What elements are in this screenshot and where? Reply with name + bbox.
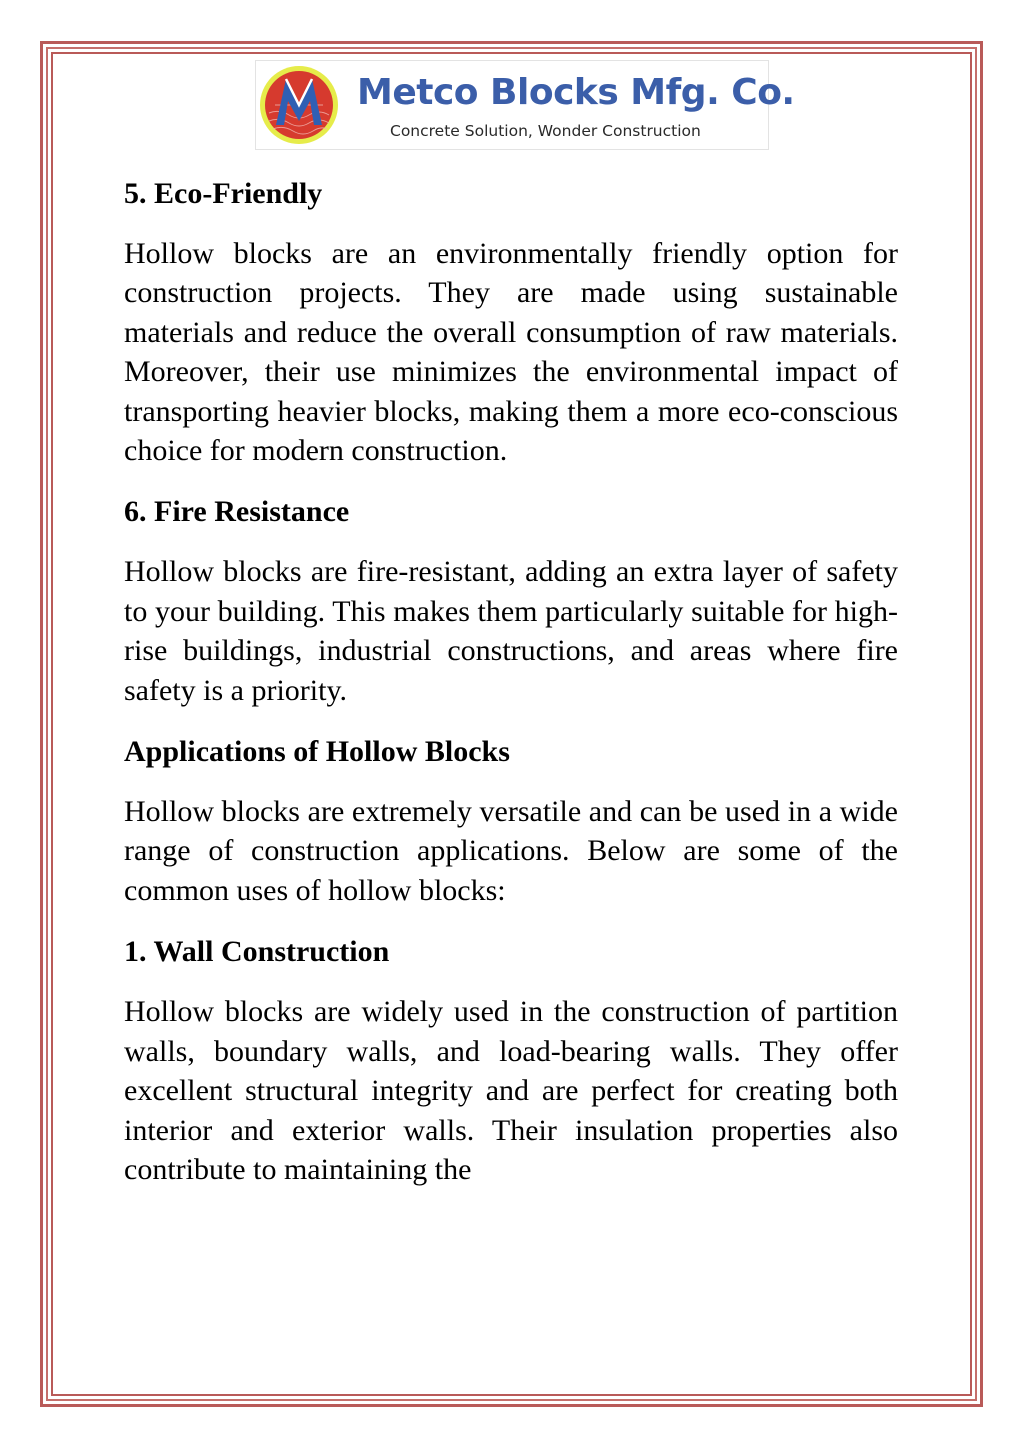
section-heading-wall-construction: 1. Wall Construction [124, 935, 390, 969]
section-paragraph-wall-construction: Hollow blocks are widely used in the construction of partition walls, boundary walls, and load-bearing walls. They offer excellent structural integrity and are perfect for creating both interior and exterior walls. Their insulation properties also contribute to maintaining the [124, 995, 898, 1186]
company-tagline: Concrete Solution, Wonder Construction [390, 122, 701, 140]
section-heading-applications: Applications of Hollow Blocks [124, 735, 510, 769]
metco-logo-icon [259, 65, 339, 145]
section-paragraph-eco-friendly: Hollow blocks are an environmentally friendly option for construction projects. They are made using sustainable materials and reduce the overall consumption of raw materials. Moreover, their use minimizes the environmental impact of transporting heavier blocks, making them a more eco-conscious choice for modern construction. [124, 237, 898, 468]
section-heading-fire-resistance: 6. Fire Resistance [124, 495, 350, 529]
company-logo [255, 60, 795, 150]
company-name: Metco Blocks Mfg. Co. [357, 72, 795, 113]
section-paragraph-fire-resistance: Hollow blocks are fire-resistant, adding an extra layer of safety to your building. This makes them particularly suitable for high-rise buildings, industrial constructions, and areas where fire safety is a priority. [124, 555, 898, 707]
document-body [124, 174, 898, 1211]
section-paragraph-applications: Hollow blocks are extremely versatile and can be used in a wide range of construction applications. Below are some of the common uses of hollow blocks: [124, 795, 898, 907]
section-heading-eco-friendly: 5. Eco-Friendly [124, 177, 323, 210]
